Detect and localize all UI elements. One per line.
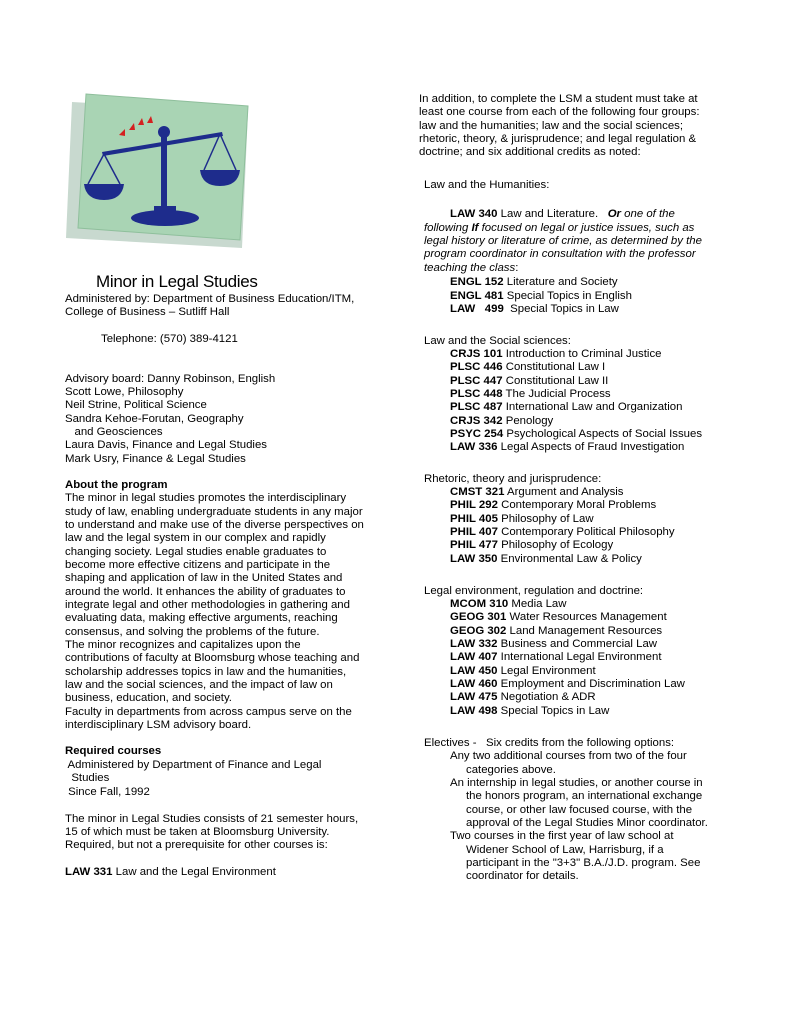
course-name: Penology xyxy=(505,415,554,427)
course-item xyxy=(450,553,642,566)
intro-line: doctrine; and six additional credits as noted: xyxy=(419,146,641,158)
advisory-line: Advisory board: Danny Robinson, English xyxy=(65,373,276,385)
course-name: Constitutional Law I xyxy=(505,361,606,373)
course-code: ENGL 152 xyxy=(450,276,504,288)
about-line: contributions of faculty at Bloomsburg whose teaching and xyxy=(65,652,360,664)
elective-option: Two courses in the first year of law school at xyxy=(450,830,674,842)
course-item xyxy=(450,526,675,539)
course-code: PHIL 405 xyxy=(450,513,498,525)
course-code: LAW 407 xyxy=(450,651,498,663)
course-item xyxy=(450,428,702,441)
required-line: Since Fall, 1992 xyxy=(65,786,150,798)
if-word: If xyxy=(471,222,479,234)
course-name: Psychological Aspects of Social Issues xyxy=(506,428,703,440)
course-name: Special Topics in English xyxy=(506,290,632,302)
course-name: Introduction to Criminal Justice xyxy=(505,348,662,360)
about-line: consensus, and solving the problems of the future. xyxy=(65,626,320,638)
course-name: The Judicial Process xyxy=(505,388,611,400)
or-word: Or xyxy=(607,208,621,220)
page-title: Minor in Legal Studies xyxy=(96,272,258,291)
intro-line: law and the humanities; law and the social sciences; xyxy=(419,120,684,132)
course-item xyxy=(450,499,656,512)
course-name: Argument and Analysis xyxy=(507,486,624,498)
advisory-line: and Geosciences xyxy=(65,426,163,438)
course-item xyxy=(450,625,662,638)
course-name: Law and Literature. xyxy=(500,208,599,220)
course-name: Special Topics in Law xyxy=(506,303,619,315)
elective-option-cont: participant in the "3+3" B.A./J.D. program. See xyxy=(466,857,701,869)
intro-line: In addition, to complete the LSM a student must take at xyxy=(419,93,698,105)
course-item xyxy=(450,691,596,704)
note-text: program coordinator in consultation with the professor xyxy=(424,248,696,260)
advisory-line: Neil Strine, Political Science xyxy=(65,399,207,411)
about-line: The minor in legal studies promotes the interdisciplinary xyxy=(65,492,347,504)
note-text: focused on legal or justice issues, such as xyxy=(481,222,695,234)
course-code: ENGL 481 xyxy=(450,290,504,302)
note-text: teaching the class xyxy=(424,262,516,274)
course-item xyxy=(450,651,662,664)
advisory-line: Scott Lowe, Philosophy xyxy=(65,386,184,398)
note-text: following xyxy=(424,222,469,234)
about-line: to understand and make use of the diverse perspectives on xyxy=(65,519,364,531)
course-code: LAW 336 xyxy=(450,441,498,453)
about-line: law and the social sciences, and the impact of law on xyxy=(65,679,333,691)
course-code: LAW 475 xyxy=(450,691,498,703)
course-code: CMST 321 xyxy=(450,486,505,498)
elective-option: Any two additional courses from two of the four xyxy=(450,750,687,762)
about-line: become more effective citizens and participate in the xyxy=(65,559,331,571)
course-item xyxy=(450,415,553,428)
course-item xyxy=(450,638,657,651)
course-name: Environmental Law & Policy xyxy=(500,553,642,565)
course-item xyxy=(450,290,632,303)
course-item xyxy=(450,348,661,361)
course-name: Legal Aspects of Fraud Investigation xyxy=(500,441,685,453)
rhetoric-heading: Rhetoric, theory and jurisprudence: xyxy=(424,473,602,485)
course-item xyxy=(450,486,624,499)
course-name: Contemporary Political Philosophy xyxy=(501,526,675,538)
hours-line: Required, but not a prerequisite for other courses is: xyxy=(65,839,328,851)
course-item xyxy=(450,303,619,316)
advisory-line: Mark Usry, Finance & Legal Studies xyxy=(65,453,246,465)
telephone: Telephone: (570) 389-4121 xyxy=(101,333,238,345)
elective-option-cont: coordinator for details. xyxy=(466,870,579,882)
course-code: MCOM 310 xyxy=(450,598,509,610)
about-line: changing society. Legal studies enable graduates to xyxy=(65,546,327,558)
intro-line: least one course from each of the following four groups: xyxy=(419,106,700,118)
legal-env-heading: Legal environment, regulation and doctrine: xyxy=(424,585,644,597)
course-code: PHIL 407 xyxy=(450,526,498,538)
legal-scales-logo xyxy=(62,92,252,250)
course-item xyxy=(450,388,611,401)
elective-option-cont: categories above. xyxy=(466,764,556,776)
about-line: integrate legal and other methodologies in gathering and xyxy=(65,599,350,611)
course-name: Business and Commercial Law xyxy=(500,638,658,650)
about-line: around the world. It enhances the ability of graduates to xyxy=(65,586,346,598)
note-colon: : xyxy=(515,262,519,274)
admin-line: Administered by: Department of Business Education/ITM, xyxy=(65,293,355,305)
course-item xyxy=(450,441,684,454)
required-heading: Required courses xyxy=(65,745,162,757)
required-line: Administered by Department of Finance and Legal xyxy=(65,759,322,771)
course-name: Media Law xyxy=(511,598,567,610)
course-name: Constitutional Law II xyxy=(505,375,609,387)
course-item xyxy=(450,665,596,678)
elective-option-cont: approval of the Legal Studies Minor coordinator. xyxy=(466,817,708,829)
course-item xyxy=(450,705,609,718)
course-code: CRJS 101 xyxy=(450,348,503,360)
advisory-line: Sandra Kehoe-Forutan, Geography xyxy=(65,413,244,425)
note-text: one of the xyxy=(624,208,675,220)
course-name: Contemporary Moral Problems xyxy=(501,499,657,511)
course-code: LAW 340 xyxy=(450,208,498,220)
social-heading: Law and the Social sciences: xyxy=(424,335,571,347)
course-name: Land Management Resources xyxy=(509,625,663,637)
advisory-line: Laura Davis, Finance and Legal Studies xyxy=(65,439,267,451)
course-code: PSYC 254 xyxy=(450,428,504,440)
course-code: PLSC 487 xyxy=(450,401,503,413)
course-item xyxy=(450,375,608,388)
course-name: Special Topics in Law xyxy=(500,705,610,717)
course-code: LAW 460 xyxy=(450,678,498,690)
course-item xyxy=(450,539,613,552)
course-name: Negotiation & ADR xyxy=(500,691,596,703)
course-item xyxy=(450,276,618,289)
electives-heading: Electives - Six credits from the following options: xyxy=(424,737,675,749)
about-line: The minor recognizes and capitalizes upon the xyxy=(65,639,301,651)
elective-option-cont: course, or other law focused course, with the xyxy=(466,804,693,816)
hours-line: The minor in Legal Studies consists of 21 semester hours, xyxy=(65,813,359,825)
humanities-heading: Law and the Humanities: xyxy=(424,179,550,191)
course-name: Law and the Legal Environment xyxy=(115,866,276,878)
course-name: Philosophy of Ecology xyxy=(501,539,614,551)
course-name: International Legal Environment xyxy=(500,651,662,663)
course-code: LAW 331 xyxy=(65,866,113,878)
course-item xyxy=(450,513,594,526)
course-name: Literature and Society xyxy=(506,276,618,288)
course-name: Water Resources Management xyxy=(509,611,667,623)
elective-option: An internship in legal studies, or another course in xyxy=(450,777,703,789)
required-line: Studies xyxy=(65,772,110,784)
course-code: CRJS 342 xyxy=(450,415,503,427)
course-code: PHIL 477 xyxy=(450,539,498,551)
course-name: Legal Environment xyxy=(500,665,596,677)
course-item xyxy=(450,678,685,691)
required-course xyxy=(65,866,276,879)
course-code: GEOG 301 xyxy=(450,611,507,623)
course-name: International Law and Organization xyxy=(505,401,683,413)
course-name: Philosophy of Law xyxy=(501,513,594,525)
about-line: study of law, enabling undergraduate students in any major xyxy=(65,506,363,518)
elective-option-cont: the honors program, an international exchange xyxy=(466,790,703,802)
about-line: scholarship addresses topics in law and the humanities, xyxy=(65,666,347,678)
course-code: LAW 350 xyxy=(450,553,498,565)
course-code: LAW 499 xyxy=(450,303,504,315)
course-code: PLSC 448 xyxy=(450,388,503,400)
course-code: PLSC 446 xyxy=(450,361,503,373)
course-item xyxy=(450,401,682,414)
about-line: business, education, and society. xyxy=(65,692,232,704)
intro-line: rhetoric, theory, & jurisprudence; and legal regulation & xyxy=(419,133,697,145)
note-text: legal history or literature of crime, as determined by the xyxy=(424,235,702,247)
about-line: evaluating data, making effective arguments, reaching xyxy=(65,612,338,624)
about-heading: About the program xyxy=(65,479,168,491)
about-line: law and the legal system in our complex and rapidly xyxy=(65,532,326,544)
about-line: shaping and application of law in the United States and xyxy=(65,572,343,584)
course-code: LAW 498 xyxy=(450,705,498,717)
course-code: PHIL 292 xyxy=(450,499,498,511)
course-item xyxy=(450,598,567,611)
hours-line: 15 of which must be taken at Bloomsburg University. xyxy=(65,826,330,838)
course-name: Employment and Discrimination Law xyxy=(500,678,685,690)
course-code: LAW 450 xyxy=(450,665,498,677)
course-code: PLSC 447 xyxy=(450,375,503,387)
about-line: Faculty in departments from across campus serve on the xyxy=(65,706,352,718)
elective-option-cont: Widener School of Law, Harrisburg, if a xyxy=(466,844,664,856)
admin-line: College of Business – Sutliff Hall xyxy=(65,306,230,318)
course-item xyxy=(450,361,605,374)
course-code: GEOG 302 xyxy=(450,625,507,637)
about-line: interdisciplinary LSM advisory board. xyxy=(65,719,252,731)
course-item xyxy=(450,611,667,624)
course-code: LAW 332 xyxy=(450,638,498,650)
